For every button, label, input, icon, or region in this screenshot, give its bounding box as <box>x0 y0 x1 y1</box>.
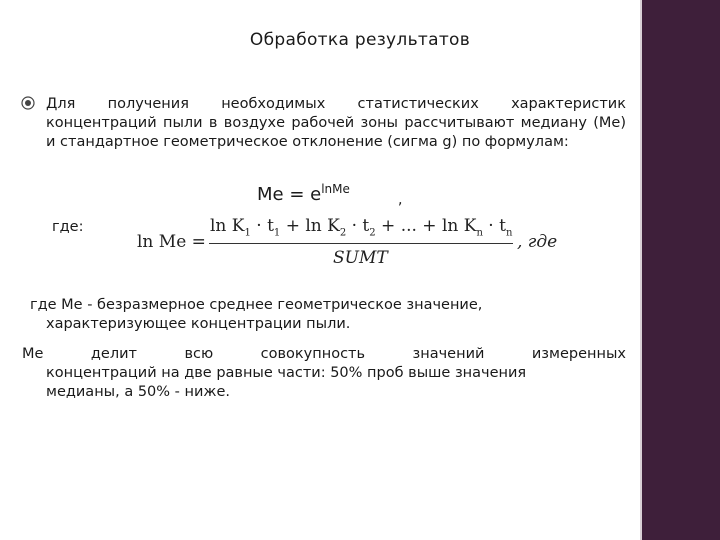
slide-title: Обработка результатов <box>249 30 471 50</box>
formula2-numerator <box>210 216 512 238</box>
side-decoration-band <box>642 0 720 540</box>
num-sub: n <box>476 227 483 239</box>
formula2-lhs: ln Me = <box>137 232 206 252</box>
num-term: · t <box>250 216 274 236</box>
formula2-trailing: , где <box>517 232 558 252</box>
median-line-3: медианы, а 50% - ниже. <box>46 384 231 400</box>
num-term: ln K <box>210 216 245 236</box>
num-term: · t <box>346 216 370 236</box>
formula2-denominator: SUMT <box>333 248 388 268</box>
num-sub: 2 <box>339 227 347 239</box>
median-line-2: концентраций на две равные части: 50% проб выше значения <box>46 365 527 381</box>
num-term: + ln K <box>280 216 340 236</box>
definition-line-1: где Ме - безразмерное среднее геометрическое значение, <box>30 297 483 313</box>
median-line-1: Ме делит всю совокупность значений измеренных <box>22 346 626 362</box>
num-sub: 1 <box>273 227 281 239</box>
log-median-formula <box>137 212 567 274</box>
formula1-exponent: lnMe <box>321 182 350 196</box>
median-explanation-paragraph <box>22 345 626 402</box>
fraction-line <box>209 243 513 244</box>
num-sub: 1 <box>244 227 251 239</box>
num-sub: n <box>505 227 513 239</box>
num-term: + ... + ln K <box>375 216 477 236</box>
num-term: · t <box>482 216 506 236</box>
formula1-comma: , <box>398 192 403 208</box>
where-label: где: <box>52 219 84 235</box>
intro-paragraph: Для получения необходимых статистических характеристик концентраций пыли в воздухе рабочей зоны рассчитывают медиану (Ме) и стандартное геометрическое отклонение (сигма g) по формулам: <box>46 96 626 150</box>
target-bullet-icon <box>21 96 35 110</box>
definition-paragraph <box>30 296 626 334</box>
median-exp-formula <box>257 184 350 205</box>
num-sub: 2 <box>369 227 376 239</box>
formula1-base: Ме = e <box>257 184 322 205</box>
definition-line-2: характеризующее концентрации пыли. <box>46 316 351 332</box>
